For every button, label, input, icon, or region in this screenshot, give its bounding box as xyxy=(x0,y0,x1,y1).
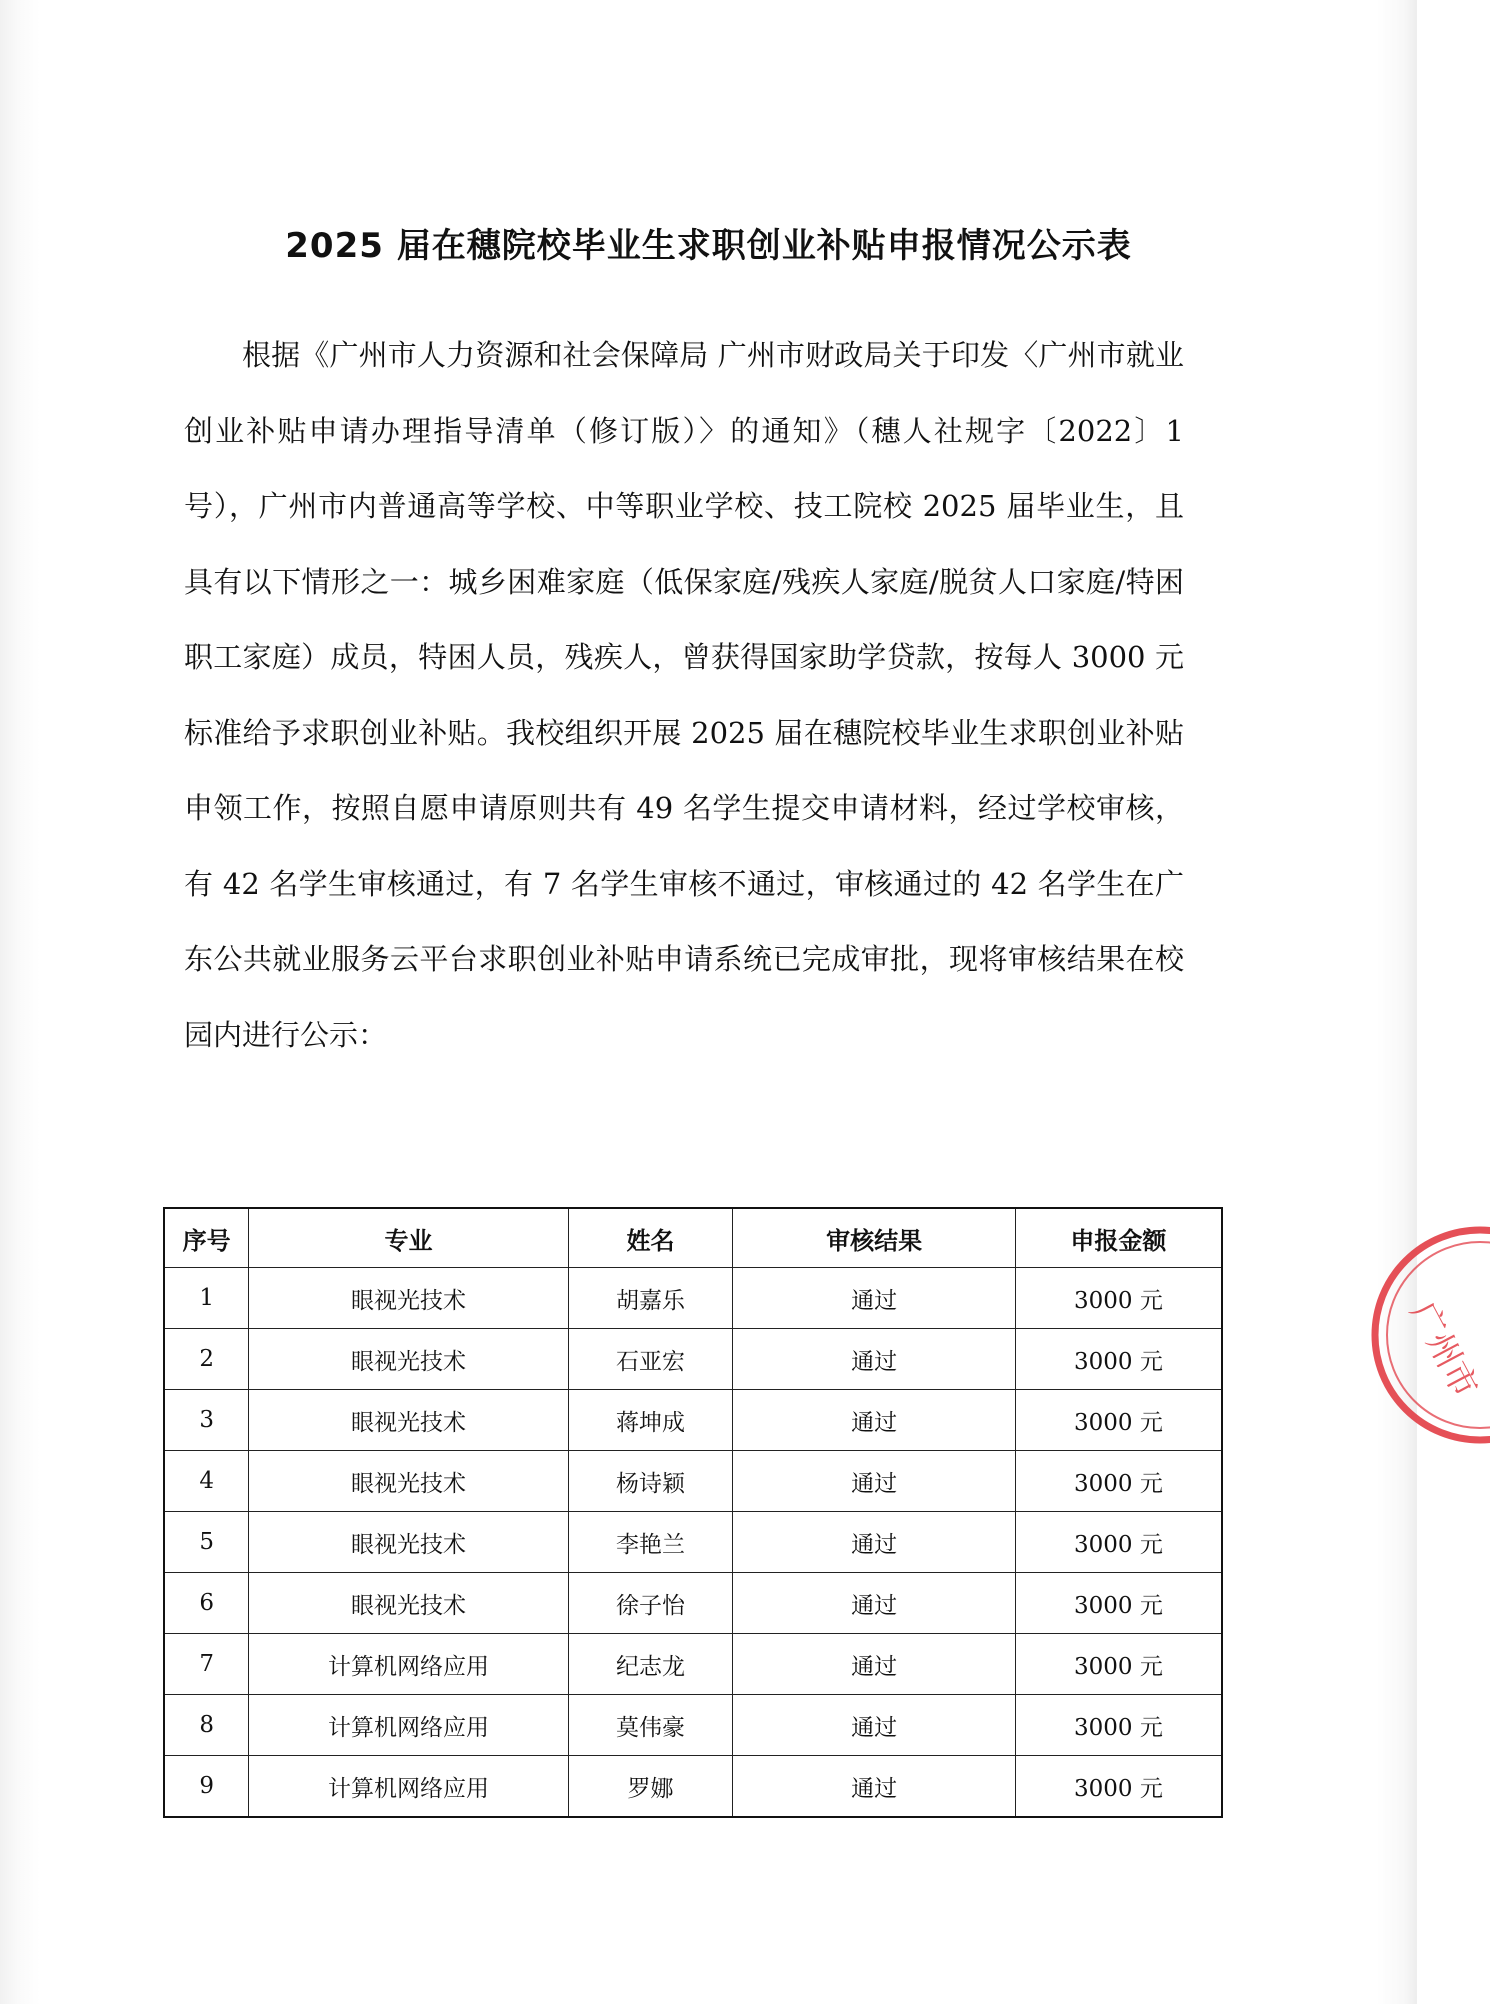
cell-major: 眼视光技术 xyxy=(249,1390,568,1451)
applicant-table xyxy=(163,1207,1223,1818)
table-row xyxy=(164,1451,1222,1512)
table-row xyxy=(164,1390,1222,1451)
cell-index: 8 xyxy=(164,1695,249,1756)
cell-amount: 3000 元 xyxy=(1015,1756,1222,1818)
cell-major: 眼视光技术 xyxy=(249,1573,568,1634)
cell-amount: 3000 元 xyxy=(1015,1390,1222,1451)
cell-name: 徐子怡 xyxy=(568,1573,733,1634)
header-name: 姓名 xyxy=(568,1208,733,1268)
cell-result: 通过 xyxy=(733,1451,1015,1512)
cell-amount: 3000 元 xyxy=(1015,1329,1222,1390)
cell-major: 眼视光技术 xyxy=(249,1329,568,1390)
cell-result: 通过 xyxy=(733,1573,1015,1634)
cell-index: 9 xyxy=(164,1756,249,1818)
cell-result: 通过 xyxy=(733,1634,1015,1695)
cell-result: 通过 xyxy=(733,1329,1015,1390)
official-seal-stamp xyxy=(1340,1220,1490,1450)
cell-result: 通过 xyxy=(733,1512,1015,1573)
cell-major: 计算机网络应用 xyxy=(249,1695,568,1756)
cell-index: 7 xyxy=(164,1634,249,1695)
cell-index: 4 xyxy=(164,1451,249,1512)
header-amount: 申报金额 xyxy=(1015,1208,1222,1268)
cell-result: 通过 xyxy=(733,1695,1015,1756)
table-row xyxy=(164,1756,1222,1818)
table-row xyxy=(164,1695,1222,1756)
cell-name: 纪志龙 xyxy=(568,1634,733,1695)
notice-paragraph: 根据《广州市人力资源和社会保障局 广州市财政局关于印发〈广州市就业创业补贴申请办理指导清单（修订版）〉的通知》（穗人社规字〔2022〕1 号），广州市内普通高等学校、中等职业学校、技工院校 2025 届毕业生，且具有以下情形之一：城乡困难家庭（低保家庭/残疾人家庭/脱贫人口家庭/特困职工家庭）成员，特困人员，残疾人，曾获得国家助学贷款，按每人 3000 元标准给予求职创业补贴。我校组织开展 2025 届在穗院校毕业生求职创业补贴申领工作，按照自愿申请原则共有 49 名学生提交申请材料，经过学校审核，有 42 名学生审核通过，有 7 名学生审核不通过，审核通过的 42 名学生在广东公共就业服务云平台求职创业补贴申请系统已完成审批，现将审核结果在校园内进行公示： xyxy=(184,338,1184,1052)
cell-index: 5 xyxy=(164,1512,249,1573)
table-row xyxy=(164,1634,1222,1695)
header-index: 序号 xyxy=(164,1208,249,1268)
page-title: 2025 届在穗院校毕业生求职创业补贴申报情况公示表 xyxy=(285,226,1132,266)
cell-amount: 3000 元 xyxy=(1015,1512,1222,1573)
header-major: 专业 xyxy=(249,1208,568,1268)
cell-amount: 3000 元 xyxy=(1015,1634,1222,1695)
cell-result: 通过 xyxy=(733,1268,1015,1329)
header-result: 审核结果 xyxy=(733,1208,1015,1268)
table-row xyxy=(164,1512,1222,1573)
cell-amount: 3000 元 xyxy=(1015,1573,1222,1634)
table-row xyxy=(164,1573,1222,1634)
seal-glyph: 广州市 xyxy=(1402,1295,1486,1405)
cell-major: 眼视光技术 xyxy=(249,1512,568,1573)
cell-name: 胡嘉乐 xyxy=(568,1268,733,1329)
cell-name: 莫伟豪 xyxy=(568,1695,733,1756)
table-row xyxy=(164,1268,1222,1329)
cell-amount: 3000 元 xyxy=(1015,1451,1222,1512)
cell-major: 计算机网络应用 xyxy=(249,1634,568,1695)
table-row xyxy=(164,1329,1222,1390)
cell-index: 1 xyxy=(164,1268,249,1329)
cell-name: 蒋坤成 xyxy=(568,1390,733,1451)
cell-name: 罗娜 xyxy=(568,1756,733,1818)
cell-name: 石亚宏 xyxy=(568,1329,733,1390)
cell-result: 通过 xyxy=(733,1756,1015,1818)
cell-result: 通过 xyxy=(733,1390,1015,1451)
cell-name: 李艳兰 xyxy=(568,1512,733,1573)
cell-amount: 3000 元 xyxy=(1015,1695,1222,1756)
cell-major: 计算机网络应用 xyxy=(249,1756,568,1818)
cell-index: 2 xyxy=(164,1329,249,1390)
cell-major: 眼视光技术 xyxy=(249,1268,568,1329)
cell-index: 3 xyxy=(164,1390,249,1451)
table-header-row xyxy=(164,1208,1222,1268)
cell-index: 6 xyxy=(164,1573,249,1634)
cell-major: 眼视光技术 xyxy=(249,1451,568,1512)
cell-name: 杨诗颖 xyxy=(568,1451,733,1512)
cell-amount: 3000 元 xyxy=(1015,1268,1222,1329)
